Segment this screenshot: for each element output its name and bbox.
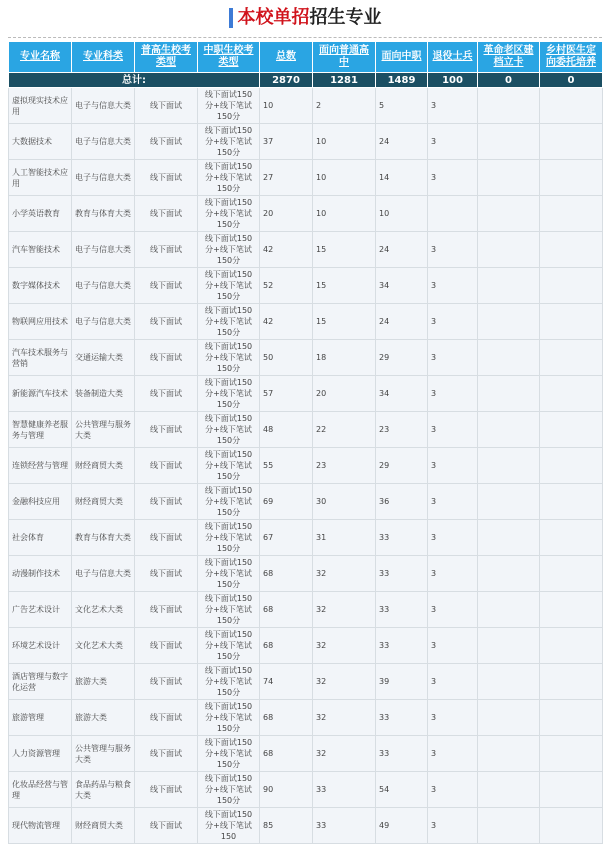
cell-total: 90 [260, 772, 313, 808]
cell-veterans: 3 [428, 700, 478, 736]
table-row [9, 736, 603, 772]
cell-total: 68 [260, 736, 313, 772]
cell-vocational-exam-type: 线下面试150分+线下笔试150分 [198, 232, 260, 268]
cell-major-name: 虚拟现实技术应用 [9, 88, 72, 124]
cell-vocational-exam-type: 线下面试150分+线下笔试150分 [198, 628, 260, 664]
cell-total: 37 [260, 124, 313, 160]
cell-category: 电子与信息大类 [72, 304, 135, 340]
cell-old-revolutionary-area [478, 304, 540, 340]
header-major-name: 专业名称 [9, 42, 72, 73]
cell-total: 68 [260, 592, 313, 628]
cell-vocational-exam-type: 线下面试150分+线下笔试150分 [198, 196, 260, 232]
cell-old-revolutionary-area [478, 448, 540, 484]
cell-old-revolutionary-area [478, 484, 540, 520]
cell-vocational: 54 [376, 772, 428, 808]
page-title [0, 0, 610, 37]
cell-general-high-school: 32 [313, 700, 376, 736]
cell-vocational: 5 [376, 88, 428, 124]
cell-vocational: 39 [376, 664, 428, 700]
cell-category: 财经商贸大类 [72, 448, 135, 484]
cell-general-exam-type: 线下面试 [135, 304, 198, 340]
cell-veterans: 3 [428, 664, 478, 700]
cell-vocational: 34 [376, 376, 428, 412]
cell-old-revolutionary-area [478, 412, 540, 448]
cell-vocational-exam-type: 线下面试150分+线下笔试150 [198, 808, 260, 844]
table-row [9, 628, 603, 664]
cell-vocational: 33 [376, 520, 428, 556]
cell-category: 食品药品与粮食大类 [72, 772, 135, 808]
cell-vocational: 33 [376, 736, 428, 772]
cell-major-name: 旅游管理 [9, 700, 72, 736]
cell-category: 旅游大类 [72, 664, 135, 700]
cell-general-high-school: 15 [313, 268, 376, 304]
cell-category: 电子与信息大类 [72, 160, 135, 196]
table-row [9, 556, 603, 592]
cell-old-revolutionary-area [478, 628, 540, 664]
cell-vocational: 36 [376, 484, 428, 520]
cell-general-exam-type: 线下面试 [135, 412, 198, 448]
cell-total: 55 [260, 448, 313, 484]
cell-general-high-school: 32 [313, 736, 376, 772]
cell-general-high-school: 30 [313, 484, 376, 520]
table-row [9, 772, 603, 808]
cell-veterans: 3 [428, 772, 478, 808]
cell-old-revolutionary-area [478, 736, 540, 772]
cell-general-high-school: 22 [313, 412, 376, 448]
cell-old-revolutionary-area [478, 556, 540, 592]
cell-rural-doctor [540, 88, 603, 124]
table-header-row [9, 42, 603, 73]
header-vocational-exam-type: 中职生校考类型 [198, 42, 260, 73]
cell-major-name: 智慧健康养老服务与管理 [9, 412, 72, 448]
cell-general-high-school: 31 [313, 520, 376, 556]
cell-rural-doctor [540, 520, 603, 556]
cell-category: 教育与体育大类 [72, 196, 135, 232]
cell-total: 42 [260, 232, 313, 268]
total-label: 总计: [9, 73, 260, 88]
cell-category: 文化艺术大类 [72, 592, 135, 628]
cell-category: 电子与信息大类 [72, 88, 135, 124]
cell-vocational-exam-type: 线下面试150分+线下笔试150分 [198, 700, 260, 736]
cell-rural-doctor [540, 124, 603, 160]
cell-total: 74 [260, 664, 313, 700]
cell-category: 电子与信息大类 [72, 124, 135, 160]
cell-vocational-exam-type: 线下面试150分+线下笔试150分 [198, 160, 260, 196]
cell-category: 文化艺术大类 [72, 628, 135, 664]
cell-general-exam-type: 线下面试 [135, 556, 198, 592]
cell-old-revolutionary-area [478, 232, 540, 268]
cell-veterans: 3 [428, 808, 478, 844]
header-general-high-school: 面向普通高中 [313, 42, 376, 73]
cell-category: 公共管理与服务大类 [72, 736, 135, 772]
cell-general-high-school: 33 [313, 808, 376, 844]
cell-veterans: 3 [428, 484, 478, 520]
header-rural-doctor: 乡村医生定向委托培养 [540, 42, 603, 73]
cell-vocational: 23 [376, 412, 428, 448]
cell-category: 装备制造大类 [72, 376, 135, 412]
total-value: 1281 [313, 73, 376, 88]
cell-old-revolutionary-area [478, 124, 540, 160]
header-veterans: 退役士兵 [428, 42, 478, 73]
cell-vocational-exam-type: 线下面试150分+线下笔试150分 [198, 304, 260, 340]
cell-general-exam-type: 线下面试 [135, 232, 198, 268]
header-general-exam-type: 普高生校考类型 [135, 42, 198, 73]
header-vocational: 面向中职 [376, 42, 428, 73]
cell-vocational: 24 [376, 304, 428, 340]
cell-category: 财经商贸大类 [72, 808, 135, 844]
cell-vocational-exam-type: 线下面试150分+线下笔试150分 [198, 412, 260, 448]
table-row [9, 88, 603, 124]
cell-rural-doctor [540, 376, 603, 412]
header-old-revolutionary-area: 革命老区建档立卡 [478, 42, 540, 73]
table-row [9, 196, 603, 232]
cell-major-name: 广告艺术设计 [9, 592, 72, 628]
cell-veterans: 3 [428, 340, 478, 376]
cell-veterans: 3 [428, 88, 478, 124]
cell-old-revolutionary-area [478, 700, 540, 736]
cell-general-high-school: 20 [313, 376, 376, 412]
cell-general-high-school: 18 [313, 340, 376, 376]
cell-major-name: 酒店管理与数字化运营 [9, 664, 72, 700]
table-row [9, 664, 603, 700]
cell-vocational-exam-type: 线下面试150分+线下笔试150分 [198, 556, 260, 592]
cell-major-name: 现代物流管理 [9, 808, 72, 844]
cell-major-name: 新能源汽车技术 [9, 376, 72, 412]
cell-general-high-school: 10 [313, 124, 376, 160]
cell-rural-doctor [540, 664, 603, 700]
cell-major-name: 汽车智能技术 [9, 232, 72, 268]
total-value: 2870 [260, 73, 313, 88]
cell-general-high-school: 15 [313, 304, 376, 340]
title-divider [8, 37, 602, 38]
cell-total: 42 [260, 304, 313, 340]
cell-major-name: 汽车技术服务与营销 [9, 340, 72, 376]
cell-general-exam-type: 线下面试 [135, 88, 198, 124]
cell-total: 69 [260, 484, 313, 520]
cell-old-revolutionary-area [478, 340, 540, 376]
cell-vocational: 33 [376, 700, 428, 736]
cell-vocational: 29 [376, 448, 428, 484]
table-row [9, 268, 603, 304]
cell-major-name: 社会体育 [9, 520, 72, 556]
cell-vocational: 34 [376, 268, 428, 304]
cell-vocational-exam-type: 线下面试150分+线下笔试150分 [198, 664, 260, 700]
table-row [9, 232, 603, 268]
cell-major-name: 人工智能技术应用 [9, 160, 72, 196]
cell-major-name: 金融科技应用 [9, 484, 72, 520]
cell-category: 旅游大类 [72, 700, 135, 736]
cell-veterans: 3 [428, 736, 478, 772]
cell-general-exam-type: 线下面试 [135, 808, 198, 844]
cell-total: 67 [260, 520, 313, 556]
cell-rural-doctor [540, 808, 603, 844]
cell-old-revolutionary-area [478, 88, 540, 124]
cell-category: 教育与体育大类 [72, 520, 135, 556]
cell-vocational: 33 [376, 628, 428, 664]
table-row [9, 340, 603, 376]
cell-general-high-school: 32 [313, 628, 376, 664]
majors-table-container [8, 41, 602, 844]
cell-major-name: 物联网应用技术 [9, 304, 72, 340]
table-row [9, 808, 603, 844]
cell-general-exam-type: 线下面试 [135, 124, 198, 160]
cell-vocational-exam-type: 线下面试150分+线下笔试150分 [198, 88, 260, 124]
cell-vocational-exam-type: 线下面试150分+线下笔试150分 [198, 592, 260, 628]
cell-rural-doctor [540, 268, 603, 304]
cell-veterans: 3 [428, 592, 478, 628]
cell-total: 48 [260, 412, 313, 448]
cell-rural-doctor [540, 304, 603, 340]
cell-old-revolutionary-area [478, 160, 540, 196]
table-row [9, 124, 603, 160]
cell-veterans: 3 [428, 412, 478, 448]
cell-old-revolutionary-area [478, 808, 540, 844]
cell-veterans: 3 [428, 268, 478, 304]
cell-rural-doctor [540, 772, 603, 808]
cell-total: 20 [260, 196, 313, 232]
cell-vocational: 29 [376, 340, 428, 376]
cell-general-exam-type: 线下面试 [135, 736, 198, 772]
cell-major-name: 小学英语教育 [9, 196, 72, 232]
cell-vocational-exam-type: 线下面试150分+线下笔试150分 [198, 520, 260, 556]
cell-major-name: 人力资源管理 [9, 736, 72, 772]
cell-vocational: 14 [376, 160, 428, 196]
cell-general-high-school: 33 [313, 772, 376, 808]
cell-general-high-school: 32 [313, 556, 376, 592]
cell-old-revolutionary-area [478, 196, 540, 232]
cell-total: 68 [260, 700, 313, 736]
cell-general-exam-type: 线下面试 [135, 196, 198, 232]
cell-general-exam-type: 线下面试 [135, 340, 198, 376]
cell-veterans: 3 [428, 448, 478, 484]
cell-total: 85 [260, 808, 313, 844]
cell-major-name: 化妆品经营与管理 [9, 772, 72, 808]
cell-general-exam-type: 线下面试 [135, 160, 198, 196]
cell-general-exam-type: 线下面试 [135, 592, 198, 628]
cell-general-exam-type: 线下面试 [135, 484, 198, 520]
cell-veterans: 3 [428, 376, 478, 412]
cell-general-high-school: 15 [313, 232, 376, 268]
cell-rural-doctor [540, 196, 603, 232]
cell-major-name: 动漫制作技术 [9, 556, 72, 592]
cell-rural-doctor [540, 592, 603, 628]
cell-vocational-exam-type: 线下面试150分+线下笔试150分 [198, 124, 260, 160]
cell-veterans: 3 [428, 520, 478, 556]
cell-vocational: 33 [376, 556, 428, 592]
cell-veterans: 3 [428, 232, 478, 268]
title-accent-bar [229, 8, 233, 28]
total-value: 100 [428, 73, 478, 88]
cell-old-revolutionary-area [478, 664, 540, 700]
cell-general-exam-type: 线下面试 [135, 520, 198, 556]
cell-general-exam-type: 线下面试 [135, 700, 198, 736]
cell-major-name: 大数据技术 [9, 124, 72, 160]
cell-old-revolutionary-area [478, 772, 540, 808]
table-row [9, 304, 603, 340]
cell-vocational-exam-type: 线下面试150分+线下笔试150分 [198, 268, 260, 304]
cell-rural-doctor [540, 556, 603, 592]
cell-veterans: 3 [428, 628, 478, 664]
total-value: 0 [540, 73, 603, 88]
cell-vocational-exam-type: 线下面试150分+线下笔试150分 [198, 772, 260, 808]
cell-rural-doctor [540, 340, 603, 376]
cell-vocational-exam-type: 线下面试150分+线下笔试150分 [198, 448, 260, 484]
cell-category: 公共管理与服务大类 [72, 412, 135, 448]
cell-vocational-exam-type: 线下面试150分+线下笔试150分 [198, 736, 260, 772]
cell-old-revolutionary-area [478, 268, 540, 304]
cell-category: 电子与信息大类 [72, 232, 135, 268]
cell-total: 68 [260, 628, 313, 664]
cell-general-exam-type: 线下面试 [135, 664, 198, 700]
table-row [9, 376, 603, 412]
cell-vocational: 49 [376, 808, 428, 844]
cell-general-exam-type: 线下面试 [135, 772, 198, 808]
cell-general-high-school: 10 [313, 160, 376, 196]
cell-old-revolutionary-area [478, 520, 540, 556]
cell-old-revolutionary-area [478, 376, 540, 412]
cell-total: 27 [260, 160, 313, 196]
table-row [9, 448, 603, 484]
cell-vocational: 33 [376, 592, 428, 628]
header-category: 专业科类 [72, 42, 135, 73]
cell-veterans: 3 [428, 160, 478, 196]
cell-veterans: 3 [428, 124, 478, 160]
cell-veterans: 3 [428, 556, 478, 592]
cell-vocational-exam-type: 线下面试150分+线下笔试150分 [198, 484, 260, 520]
cell-general-high-school: 32 [313, 664, 376, 700]
title-highlight: 本校单招 [237, 7, 310, 28]
cell-rural-doctor [540, 484, 603, 520]
table-row [9, 484, 603, 520]
cell-general-exam-type: 线下面试 [135, 376, 198, 412]
cell-veterans: 3 [428, 304, 478, 340]
title-rest: 招生专业 [309, 7, 382, 28]
header-total: 总数 [260, 42, 313, 73]
cell-rural-doctor [540, 412, 603, 448]
cell-veterans [428, 196, 478, 232]
majors-table [8, 41, 603, 844]
cell-rural-doctor [540, 448, 603, 484]
cell-category: 电子与信息大类 [72, 268, 135, 304]
cell-major-name: 数字媒体技术 [9, 268, 72, 304]
cell-vocational: 24 [376, 232, 428, 268]
cell-old-revolutionary-area [478, 592, 540, 628]
table-row [9, 412, 603, 448]
cell-category: 财经商贸大类 [72, 484, 135, 520]
cell-vocational-exam-type: 线下面试150分+线下笔试150分 [198, 340, 260, 376]
table-row [9, 160, 603, 196]
cell-category: 电子与信息大类 [72, 556, 135, 592]
total-value: 0 [478, 73, 540, 88]
total-row [9, 73, 603, 88]
cell-total: 57 [260, 376, 313, 412]
cell-vocational-exam-type: 线下面试150分+线下笔试150分 [198, 376, 260, 412]
cell-vocational: 24 [376, 124, 428, 160]
cell-rural-doctor [540, 700, 603, 736]
table-row [9, 700, 603, 736]
cell-total: 68 [260, 556, 313, 592]
total-value: 1489 [376, 73, 428, 88]
cell-general-exam-type: 线下面试 [135, 448, 198, 484]
cell-rural-doctor [540, 160, 603, 196]
cell-total: 52 [260, 268, 313, 304]
cell-general-high-school: 32 [313, 592, 376, 628]
cell-general-exam-type: 线下面试 [135, 268, 198, 304]
cell-category: 交通运输大类 [72, 340, 135, 376]
table-row [9, 520, 603, 556]
cell-general-high-school: 23 [313, 448, 376, 484]
cell-general-high-school: 10 [313, 196, 376, 232]
cell-general-high-school: 2 [313, 88, 376, 124]
cell-rural-doctor [540, 736, 603, 772]
table-row [9, 592, 603, 628]
cell-general-exam-type: 线下面试 [135, 628, 198, 664]
cell-major-name: 连锁经营与管理 [9, 448, 72, 484]
cell-major-name: 环境艺术设计 [9, 628, 72, 664]
cell-vocational: 10 [376, 196, 428, 232]
cell-rural-doctor [540, 628, 603, 664]
cell-total: 50 [260, 340, 313, 376]
cell-rural-doctor [540, 232, 603, 268]
cell-total: 10 [260, 88, 313, 124]
